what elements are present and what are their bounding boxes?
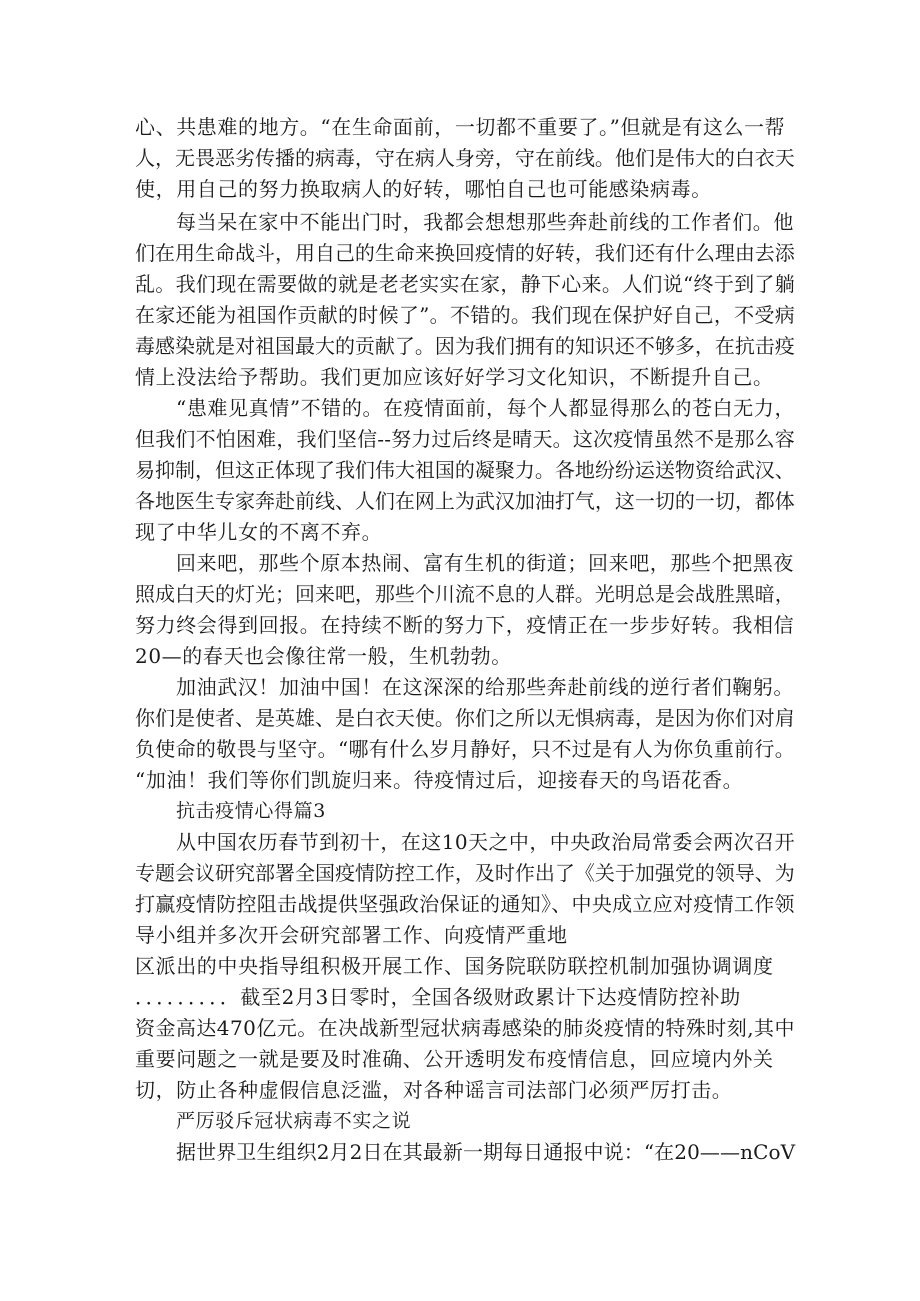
text-line: 区派出的中央指导组积极开展工作、国务院联防联控机制加强协调调度: [135, 954, 774, 978]
text-line: 照成白天的灯光；回来吧，那些个川流不息的人群。光明总是会战胜黑暗，: [135, 582, 795, 606]
text-line: 打赢疫情防控阻击战提供坚强政治保证的通知》、中央成立应对疫情工作领: [135, 892, 795, 916]
paragraph-start-line: 回来吧，那些个原本热闹、富有生机的街道；回来吧，那些个把黑夜: [176, 551, 794, 575]
text-line: 毒感染就是对祖国最大的贡献了。因为我们拥有的知识还不够多，在抗击疫: [135, 334, 795, 358]
text-line: 各地医生专家奔赴前线、人们在网上为武汉加油打气，这一切的一切，都体: [135, 489, 795, 513]
text-line: 努力终会得到回报。在持续不断的努力下，疫情正在一步步好转。我相信: [135, 613, 795, 637]
text-line: 易抑制，但这正体现了我们伟大祖国的凝聚力。各地纷纷运送物资给武汉、: [135, 458, 795, 482]
text-line: 情上没法给予帮助。我们更加应该好好学习文化知识，不断提升自己。: [135, 365, 774, 389]
text-line: 现了中华儿女的不离不弃。: [135, 520, 383, 544]
text-line: 切，防止各种虚假信息泛滥，对各种谣言司法部门必须严厉打击。: [135, 1078, 733, 1102]
text-line: “加油！我们等你们凯旋归来。待疫情过后，迎接春天的鸟语花香。: [135, 768, 744, 792]
text-line: 导小组并多次开会研究部署工作、向疫情严重地: [135, 923, 568, 947]
text-line: 在家还能为祖国作贡献的时候了”。不错的。我们现在保护好自己，不受病: [135, 303, 796, 327]
text-line: 你们是使者、是英雄、是白衣天使。你们之所以无惧病毒，是因为你们对肩: [135, 706, 795, 730]
paragraph-start-line: “患难见真情”不错的。在疫情面前，每个人都显得那么的苍白无力，: [176, 396, 796, 420]
text-line: 乱。我们现在需要做的就是老老实实在家，静下心来。人们说“终于到了躺: [135, 272, 796, 296]
text-line: 人，无畏恶劣传播的病毒，守在病人身旁，守在前线。他们是伟大的白衣天: [135, 146, 795, 170]
paragraph-start-line: 从中国农历春节到初十，在这10天之中，中央政治局常委会两次召开: [176, 830, 796, 854]
text-line: 使，用自己的努力换取病人的好转，哪怕自己也可能感染病毒。: [135, 177, 712, 201]
text-line: 们在用生命战斗，用自己的生命来换回疫情的好转，我们还有什么理由去添: [135, 241, 795, 265]
subsection-heading: 严厉驳斥冠状病毒不实之说: [176, 1110, 412, 1132]
text-line: 心、共患难的地方。“在生命面前，一切都不重要了。”但就是有这么一帮: [135, 115, 786, 139]
paragraph-start-line: 加油武汉！加油中国！在这深深的给那些奔赴前线的逆行者们鞠躬。: [176, 675, 794, 699]
text-line: 但我们不怕困难，我们坚信--努力过后终是晴天。这次疫情虽然不是那么容: [135, 427, 795, 451]
text-line: 专题会议研究部署全国疫情防控工作，及时作出了《关于加强党的领导、为: [135, 861, 795, 885]
paragraph-start-line: 每当呆在家中不能出门时，我都会想想那些奔赴前线的工作者们。他: [176, 210, 794, 234]
text-line: ．．．．．．．．．截至2月3日零时，全国各级财政累计下达疫情防控补助: [135, 985, 741, 1009]
section-heading: 抗击疫情心得篇3: [176, 800, 326, 822]
text-line: 负使命的敬畏与坚守。“哪有什么岁月静好，只不过是有人为你负重前行。: [135, 737, 796, 761]
text-line: 20—的春天也会像往常一般，生机勃勃。: [135, 644, 512, 668]
paragraph-start-line: 据世界卫生组织2月2日在其最新一期每日通报中说：“在20——nCoV: [176, 1140, 796, 1164]
text-line: 资金高达470亿元。在决战新型冠状病毒感染的肺炎疫情的特殊时刻,其中: [135, 1016, 795, 1040]
text-line: 重要问题之一就是要及时准确、公开透明发布疫情信息，回应境内外关: [135, 1047, 774, 1071]
